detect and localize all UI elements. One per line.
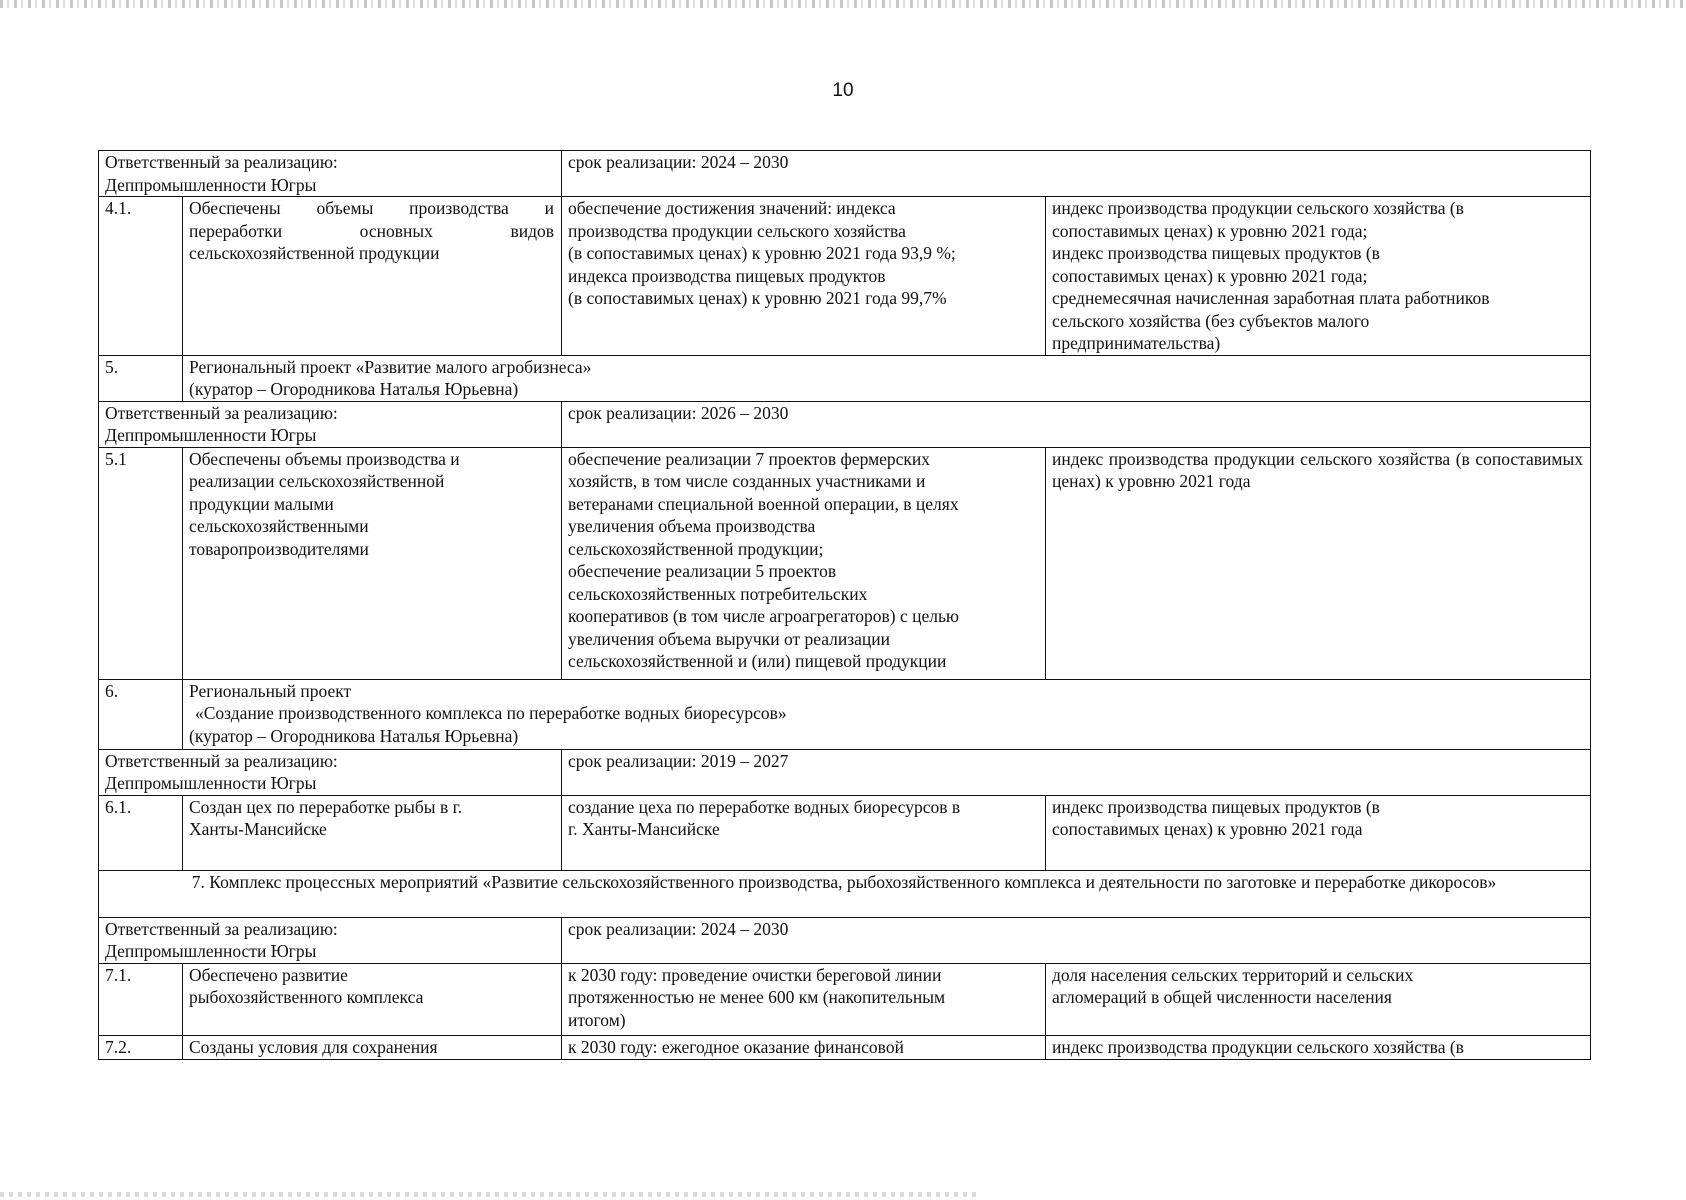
effect-line: г. Ханты-Мансийске — [568, 819, 720, 839]
responsible-label: Ответственный за реализацию: — [105, 918, 338, 939]
term-cell — [562, 151, 1591, 197]
responsible-label: Ответственный за реализацию: — [105, 152, 338, 172]
table-row-5-1 — [99, 447, 1591, 679]
row-number: 6.1. — [99, 795, 183, 870]
complex-title-cell: 7. Комплекс процессных мероприятий «Развитие сельскохозяйственного производства, рыбохозяйственного комплекса и деятельности по заготовке и переработке дикоросов» — [99, 870, 1591, 917]
responsible-org: Деппромышленности Югры — [105, 941, 317, 961]
table-row-6 — [99, 679, 1591, 749]
responsible-cell — [99, 749, 562, 795]
row-number: 7.2. — [99, 1035, 183, 1059]
indicator-line: агломераций в общей численности населения — [1052, 987, 1392, 1007]
term-text: срок реализации: 2019 – 2027 — [568, 750, 789, 771]
indicator-line: сопоставимых ценах) к уровню 2021 года; — [1052, 220, 1368, 241]
responsible-cell — [99, 401, 562, 447]
indicator-line: сельского хозяйства (без субъектов малого — [1052, 310, 1370, 331]
term-text: срок реализации: 2024 – 2030 — [568, 918, 789, 939]
effect-cell: к 2030 году: ежегодное оказание финансовой — [562, 1035, 1046, 1059]
scan-artifact-top — [0, 0, 1686, 8]
effect-line: обеспечение реализации 5 проектов — [568, 561, 837, 581]
term-text: срок реализации: 2024 – 2030 — [568, 152, 789, 172]
effect-cell — [562, 963, 1046, 1035]
row-number: 5.1 — [99, 447, 183, 679]
effect-line: создание цеха по переработке водных биоресурсов в — [568, 796, 961, 817]
indicator-line: индекс производства продукции сельского хозяйства (в — [1052, 198, 1464, 218]
table-row-7-1 — [99, 963, 1591, 1035]
table-row-responsible-7 — [99, 917, 1591, 963]
indicator-line: индекс производства пищевых продуктов (в — [1052, 243, 1380, 263]
effect-line: увеличения объема выручки от реализации — [568, 628, 891, 649]
scan-artifact-bottom — [0, 1192, 980, 1197]
task-cell — [183, 447, 562, 679]
effect-line: протяженностью не менее 600 км (накопительным — [568, 987, 946, 1007]
task-line: реализации сельскохозяйственной — [189, 471, 445, 491]
effect-line: увеличения объема производства — [568, 516, 816, 536]
responsible-org: Деппромышленности Югры — [105, 425, 317, 445]
table-row-responsible-6 — [99, 749, 1591, 795]
task-cell — [183, 795, 562, 870]
indicator-cell: индекс производства продукции сельского хозяйства (в сопоставимых ценах) к уровню 2021 года — [1046, 447, 1591, 679]
table-row-7-2 — [99, 1035, 1591, 1059]
effect-line: ветеранами специальной военной операции, в целях — [568, 493, 959, 514]
table-row-responsible-4 — [99, 151, 1591, 197]
responsible-org: Деппромышленности Югры — [105, 174, 317, 195]
term-text: срок реализации: 2026 – 2030 — [568, 402, 789, 423]
effect-line: сельскохозяйственной продукции; — [568, 538, 824, 559]
effect-line: обеспечение реализации 7 проектов фермерских — [568, 448, 931, 469]
table-row-7 — [99, 870, 1591, 917]
indicator-line: среднемесячная начисленная заработная плата работников — [1052, 288, 1490, 308]
task-line: сельскохозяйственными — [189, 516, 369, 536]
effect-line: (в сопоставимых ценах) к уровню 2021 года 93,9 %; — [568, 243, 956, 263]
indicator-line: доля населения сельских территорий и сельских — [1052, 964, 1414, 985]
task-cell — [183, 963, 562, 1035]
responsible-cell — [99, 151, 562, 197]
task-line: товаропроизводителями — [189, 538, 369, 559]
term-cell — [562, 401, 1591, 447]
indicator-cell — [1046, 963, 1591, 1035]
project-title: Региональный проект «Развитие малого агробизнеса» — [189, 356, 592, 377]
indicator-cell — [1046, 795, 1591, 870]
project-curator: (куратор – Огородникова Наталья Юрьевна) — [189, 725, 519, 746]
project-curator: (куратор – Огородникова Наталья Юрьевна) — [189, 379, 519, 399]
row-number: 4.1. — [99, 197, 183, 356]
effect-line: сельскохозяйственных потребительских — [568, 583, 868, 604]
task-line: Обеспечены объемы производства и — [189, 448, 460, 469]
task-line: продукции малыми — [189, 493, 334, 514]
effect-line: к 2030 году: проведение очистки береговой линии — [568, 964, 942, 985]
effect-cell — [562, 197, 1046, 356]
indicator-line: сопоставимых ценах) к уровню 2021 года; — [1052, 265, 1368, 286]
indicator-cell: индекс производства продукции сельского хозяйства (в — [1046, 1035, 1591, 1059]
table-row-4-1 — [99, 197, 1591, 356]
project-title: Региональный проект — [189, 680, 352, 701]
page-number: 10 — [832, 80, 854, 101]
effect-line: индекса производства пищевых продуктов — [568, 265, 886, 286]
table-row-5 — [99, 355, 1591, 401]
task-cell: Созданы условия для сохранения — [183, 1035, 562, 1059]
task-line: Обеспечено развитие — [189, 964, 348, 985]
effect-cell — [562, 795, 1046, 870]
responsible-org: Деппромышленности Югры — [105, 773, 317, 793]
effect-line: хозяйств, в том числе созданных участниками и — [568, 471, 926, 491]
row-number: 7.1. — [99, 963, 183, 1035]
term-cell — [562, 749, 1591, 795]
project-cell — [183, 679, 1591, 749]
task-cell: Обеспечены объемы производства и переработки основных видов сельскохозяйственной продукции — [183, 197, 562, 356]
responsible-label: Ответственный за реализацию: — [105, 750, 338, 771]
indicator-line: предпринимательства) — [1052, 333, 1221, 353]
row-number: 5. — [99, 355, 183, 401]
document-table — [98, 150, 1591, 1060]
responsible-cell — [99, 917, 562, 963]
effect-line: кооперативов (в том числе агроагрегаторов) с целью — [568, 606, 960, 626]
indicator-line: индекс производства пищевых продуктов (в — [1052, 796, 1380, 817]
project-cell — [183, 355, 1591, 401]
effect-line: сельскохозяйственной и (или) пищевой продукции — [568, 651, 947, 671]
term-cell — [562, 917, 1591, 963]
table-row-6-1 — [99, 795, 1591, 870]
task-line: Создан цех по переработке рыбы в г. — [189, 796, 463, 817]
task-line: Ханты-Мансийске — [189, 819, 327, 839]
project-subtitle: «Создание производственного комплекса по переработке водных биоресурсов» — [195, 703, 787, 723]
effect-line: производства продукции сельского хозяйства — [568, 220, 906, 241]
effect-cell — [562, 447, 1046, 679]
responsible-label: Ответственный за реализацию: — [105, 402, 338, 423]
table-row-responsible-5 — [99, 401, 1591, 447]
task-line: рыбохозяйственного комплекса — [189, 987, 424, 1007]
effect-line: итогом) — [568, 1009, 626, 1030]
effect-line: (в сопоставимых ценах) к уровню 2021 года 99,7% — [568, 288, 947, 308]
indicator-cell — [1046, 197, 1591, 356]
indicator-line: сопоставимых ценах) к уровню 2021 года — [1052, 819, 1363, 839]
row-number: 6. — [99, 679, 183, 749]
effect-line: обеспечение достижения значений: индекса — [568, 198, 896, 218]
